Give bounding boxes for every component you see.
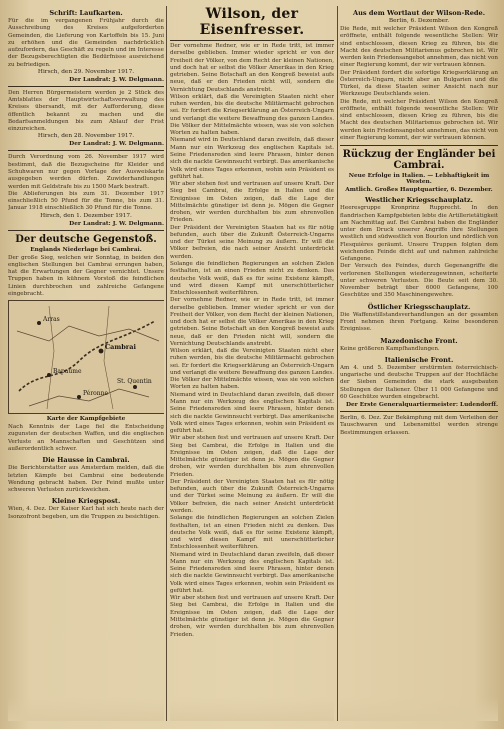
- notice-heading: Schrift: Laufkarten.: [49, 9, 123, 17]
- front-heading: Westlicher Kriegsschauplatz.: [365, 196, 473, 205]
- front-heading: Östlicher Kriegsschauplatz.: [367, 302, 471, 311]
- report-text: Heeresgruppe Kronprinz Rupprecht. In den flandrischen Kampfgebieten lebte die Artillerietätigkeit am Nachmittag auf. Bei Cambrai haben die Engländer unter dem Druck unserer Angriffe ihre Stellungen westlich und südwestlich von Bourlon und nördlich von Flesquières geräumt. Unsere Truppen folgten dem weichenden Feinde dicht auf und nahmen zahlreiche Gefangene.: [340, 205, 498, 263]
- war-report-title: Rückzug der Engländer bei Cambrai.: [342, 149, 496, 172]
- divider: [8, 86, 164, 87]
- news-item: Berlin, 6. Dez. Zur Bekämpfung mit dem Verleihen der Tauschwaren und Lebensmittel werden strenge Bestimmungen erlassen.: [340, 415, 498, 436]
- war-report-subtitle: Neue Erfolge in Italien. — Lebhaftigkeit im Westen.: [348, 173, 490, 186]
- article-text: Der große Sieg, welchen wir Sonntag, in beiden den englischen Stellungen bei Cambrai errungen haben, hat die Erwartungen der Gegner vernichtet. Unsere Truppen haben in kühnem Vorstoß die feindlichen Linien durchbrochen und zahlreiche Gefangene eingebracht.: [8, 254, 164, 297]
- map-label: Arras: [43, 316, 60, 324]
- map-label: St. Quentin: [117, 378, 152, 386]
- article-text: Niemand wird in Deutschland daran zweifeln, daß dieser Mann nur ein Werkzeug des englischen Kapitals ist. Seine Friedensreden sind leere Phrasen, hinter denen sich die nackte Gewinnsucht verbirgt. Das amerikanische Volk wird eines Tages erkennen, wohin sein Präsident es geführt hat.: [170, 137, 334, 180]
- front-heading: Italienische Front.: [384, 355, 454, 364]
- article-text: Solange die feindlichen Regierungen an solchen Zielen festhalten, ist an einen Frieden nicht zu denken. Das deutsche Volk weiß, daß es für seine Existenz kämpft, und wird diesen Kampf mit unerschütterlicher Entschlossenheit weiterführen.: [170, 260, 334, 297]
- column-center: [170, 6, 334, 721]
- article-text: Der vornehme Redner, wie er in Rede tritt, ist immer derselbe geblieben. Immer wieder spricht er von der Freiheit der Völker, von dem Recht der kleinen Nationen, und doch hat er selbst die Völker Amerikas in den Krieg getrieben. Seine Botschaft an den Kongreß beweist aufs neue, daß er den Frieden nicht will, sondern die Vernichtung Deutschlands anstrebt.: [170, 43, 334, 93]
- column-rule: [337, 6, 338, 721]
- column-right: [340, 6, 498, 721]
- article-text: Wir aber stehen fest und vertrauen auf unsere Kraft. Der Sieg bei Cambrai, die Erfolge in Italien und die Ereignisse im Osten zeigen, daß die Lage der Mittelmächte günstiger ist denn je. Mögen die Gegner drohen, wir werden durchhalten bis zum ehrenvollen Frieden.: [170, 595, 334, 638]
- notice-signature: Der Landrat: J. W. Delgmann.: [69, 76, 164, 83]
- report-source: Amtlich. Großes Hauptquartier, 6. Dezember.: [345, 187, 493, 194]
- notice-signature: Der Landrat: J. W. Delgmann.: [69, 141, 164, 148]
- article-text: Wilson erklärt, daß die Vereinigten Staaten nicht eher ruhen werden, bis die deutsche Militärmacht gebrochen sei. Er fordert die Kriegserklärung an Österreich-Ungarn und verlangt die weitere Bewaffnung des ganzen Landes. Die Völker der Mittelmächte wissen, was sie von solchen Worten zu halten haben.: [170, 93, 334, 137]
- article-text: Niemand wird in Deutschland daran zweifeln, daß dieser Mann nur ein Werkzeug des englischen Kapitals ist. Seine Friedensreden sind leere Phrasen, hinter denen sich die nackte Gewinnsucht verbirgt. Das amerikanische Volk wird eines Tages erkennen, wohin sein Präsident es geführt hat.: [170, 391, 334, 435]
- report-signature: Der Erste Generalquartiermeister: Ludendorff.: [345, 402, 498, 409]
- article-text: Niemand wird in Deutschland daran zweifeln, daß dieser Mann nur ein Werkzeug des englischen Kapitals ist. Seine Friedensreden sind leere Phrasen, hinter denen sich die nackte Gewinnsucht verbirgt. Das amerikanische Volk wird eines Tages erkennen, wohin sein Präsident es geführt hat.: [170, 551, 334, 594]
- report-text: Am 4. und 5. Dezember erstürmten österreichisch-ungarische und deutsche Truppen auf der Hochfläche der Sieben Gemeinden die stark ausgebauten Stellungen der Italiener. Über 11 000 Gefangene und 60 Geschütze wurden eingebracht.: [340, 364, 498, 400]
- article-text: Die Berichterstatter aus Amsterdam melden, daß die letzten Kämpfe bei Cambrai eine bedeutende Wendung gebracht haben. Der Feind mußte unter schweren Verlusten zurückweichen.: [8, 465, 164, 494]
- article-text: Die Rede, mit welcher Präsident Wilson den Kongreß eröffnete, enthält folgende wesentliche Stellen: Wir sind entschlossen, diesen Krieg zu führen, bis die Macht des deutschen Militarismus gebrochen ist. Wir werden kein Friedensangebot annehmen, das nicht von einer Regierung kommt, der wir vertrauen können.: [340, 26, 498, 69]
- notice-date: Hirsch, den 28. November 1917.: [37, 133, 135, 140]
- divider: [8, 150, 164, 151]
- report-text: Keine größeren Kampfhandlungen.: [340, 345, 440, 352]
- lead-article-title: Wilson, der Eisenfresser.: [170, 6, 334, 41]
- map-caption: Karte der Kampfgebiete: [46, 416, 126, 423]
- article-dateline: Berlin, 6. Dezember.: [388, 18, 450, 24]
- page-bottom-fade: [170, 697, 334, 721]
- notice-text: Den Herren Bürgermeistern werden je 2 Stück des Amtsblattes der Hauptwirtschaftsverwaltung des Kreises übersandt, mit der Aufforderung, diese öffentlich bekannt zu machen und die Bedarfsanmeldungen bis zum Ablauf der Frist einzureichen.: [8, 89, 164, 133]
- battle-map: [8, 300, 164, 414]
- front-heading: Mazedonische Front.: [380, 336, 458, 345]
- page-bottom-fade: [8, 697, 164, 721]
- notice-date: Hirsch, den 1. Dezember 1917.: [40, 212, 132, 219]
- map-label: Bapaume: [53, 368, 82, 376]
- article-subtitle: Englands Niederlage bei Cambrai.: [30, 246, 142, 253]
- article-text: Solange die feindlichen Regierungen an solchen Zielen festhalten, ist an einen Frieden nicht zu denken. Das deutsche Volk weiß, daß es für seine Existenz kämpft, und wird diesen Kampf mit unerschütterlicher Entschlossenheit weiterführen.: [170, 515, 334, 551]
- article-text: Wien, 4. Dez. Der Kaiser Karl hat sich heute nach der Isonzofront begeben, um die Truppen zu besichtigen.: [8, 506, 164, 520]
- article-text: Wilson erklärt, daß die Vereinigten Staaten nicht eher ruhen werden, bis die deutsche Militärmacht gebrochen sei. Er fordert die Kriegserklärung an Österreich-Ungarn und verlangt die weitere Bewaffnung des ganzen Landes. Die Völker der Mittelmächte wissen, was sie von solchen Worten zu halten haben.: [170, 348, 334, 391]
- notice-text: Für die im vergangenen Frühjahr durch die Ausschreibung des Kreises aufgeforderten Gemeinden, die Lieferung von Kartoffeln bis 15. Juni zu erhöhen und die Gemeinden nachdrücklich aufzufordern, das Geschäft zu regeln und im Interesse der Bezugsberechtigten die Bedürfnisse ausreichend zu befriedigen.: [8, 18, 164, 68]
- article-text: Nach Kenntnis der Lage fiel die Entscheidung zugunsten der deutschen Waffen, und die englischen Verluste an Mannschaften und Geschützen sind außerordentlich schwer.: [8, 424, 164, 452]
- article-text: Wir aber stehen fest und vertrauen auf unsere Kraft. Der Sieg bei Cambrai, die Erfolge in Italien und die Ereignisse im Osten zeigen, daß die Lage der Mittelmächte günstiger ist denn je. Mögen die Gegner drohen, wir werden durchhalten bis zum ehrenvollen Frieden.: [170, 435, 334, 478]
- notice-text: Durch Verordnung vom 26. November 1917 wird bestimmt, daß die Bezugscheine für Kleider und Schuhwaren nur gegen Vorlage der Ausweiskarte ausgegeben werden dürfen. Zuwiderhandlungen werden mit Geldstrafe bis zu 1500 Mark bestraft.: [8, 154, 164, 190]
- divider: [340, 411, 498, 412]
- page-bottom-fade: [340, 697, 498, 721]
- notice-date: Hirsch, den 29. November 1917.: [37, 68, 135, 75]
- divider: [8, 230, 164, 231]
- battle-map-drawing: [9, 301, 164, 413]
- article-text: Der vornehme Redner, wie er in Rede tritt, ist immer derselbe geblieben. Immer wieder spricht er von der Freiheit der Völker, von dem Recht der kleinen Nationen, und doch hat er selbst die Völker Amerikas in den Krieg getrieben. Seine Botschaft an den Kongreß beweist aufs neue, daß er den Frieden nicht will, sondern die Vernichtung Deutschlands anstrebt.: [170, 297, 334, 347]
- article-text: Der Präsident der Vereinigten Staaten hat es für nötig befunden, auch über die Zukunft Österreich-Ungarns und der Türkei seine Meinung zu äußern. Er will die Völker befreien, die nach seiner Ansicht unterdrückt werden.: [170, 224, 334, 260]
- article-title: Der deutsche Gegenstoß.: [15, 233, 157, 245]
- map-label: Péronne: [83, 390, 109, 398]
- notice-text: Die Ablieferungen bis zum 31. Dezember 1917 einschließlich 50 Pfund für die Tonne, bis zum 31. Januar 1918 einschließlich 30 Pfund für die Tonne.: [8, 190, 164, 212]
- column-left: [8, 6, 164, 721]
- article-text: Die Rede, mit welcher Präsident Wilson den Kongreß eröffnete, enthält folgende wesentliche Stellen: Wir sind entschlossen, diesen Krieg zu führen, bis die Macht des deutschen Militarismus gebrochen ist. Wir werden kein Friedensangebot annehmen, das nicht von einer Regierung kommt, der wir vertrauen können.: [340, 98, 498, 141]
- article-text: Wir aber stehen fest und vertrauen auf unsere Kraft. Der Sieg bei Cambrai, die Erfolge in Italien und die Ereignisse im Osten zeigen, daß die Lage der Mittelmächte günstiger ist denn je. Mögen die Gegner drohen, wir werden durchhalten bis zum ehrenvollen Frieden.: [170, 181, 334, 224]
- report-text: Der Versuch des Feindes, durch Gegenangriffe die verlorenen Stellungen wiederzugewinnen, scheiterte unter schweren Verlusten. Die Beute seit dem 30. November beträgt über 6000 Gefangene, 100 Geschütze und 350 Maschinengewehre.: [340, 263, 498, 299]
- article-text: Der Präsident der Vereinigten Staaten hat es für nötig befunden, auch über die Zukunft Österreich-Ungarns und der Türkei seine Meinung zu äußern. Er will die Völker befreien, die nach seiner Ansicht unterdrückt werden.: [170, 478, 334, 514]
- article-title: Die Hausse in Cambrai.: [42, 456, 130, 465]
- article-text: Der Präsident fordert die sofortige Kriegserklärung an Österreich-Ungarn, nicht aber an Bulgarien und die Türkei, da diese Staaten seiner Ansicht nach nur Werkzeuge Deutschlands seien.: [340, 69, 498, 98]
- article-title: Aus dem Wortlaut der Wilson-Rede.: [353, 9, 485, 17]
- article-title: Kleine Kriegspost.: [51, 497, 121, 506]
- notice-signature: Der Landrat: J. W. Delgmann.: [69, 220, 164, 227]
- divider: [340, 145, 498, 146]
- map-label: Cambrai: [105, 343, 136, 352]
- report-text: Die Waffenstillstandsverhandlungen an der gesamten Front nehmen ihren Fortgang. Keine besonderen Ereignisse.: [340, 311, 498, 333]
- column-rule: [166, 6, 167, 721]
